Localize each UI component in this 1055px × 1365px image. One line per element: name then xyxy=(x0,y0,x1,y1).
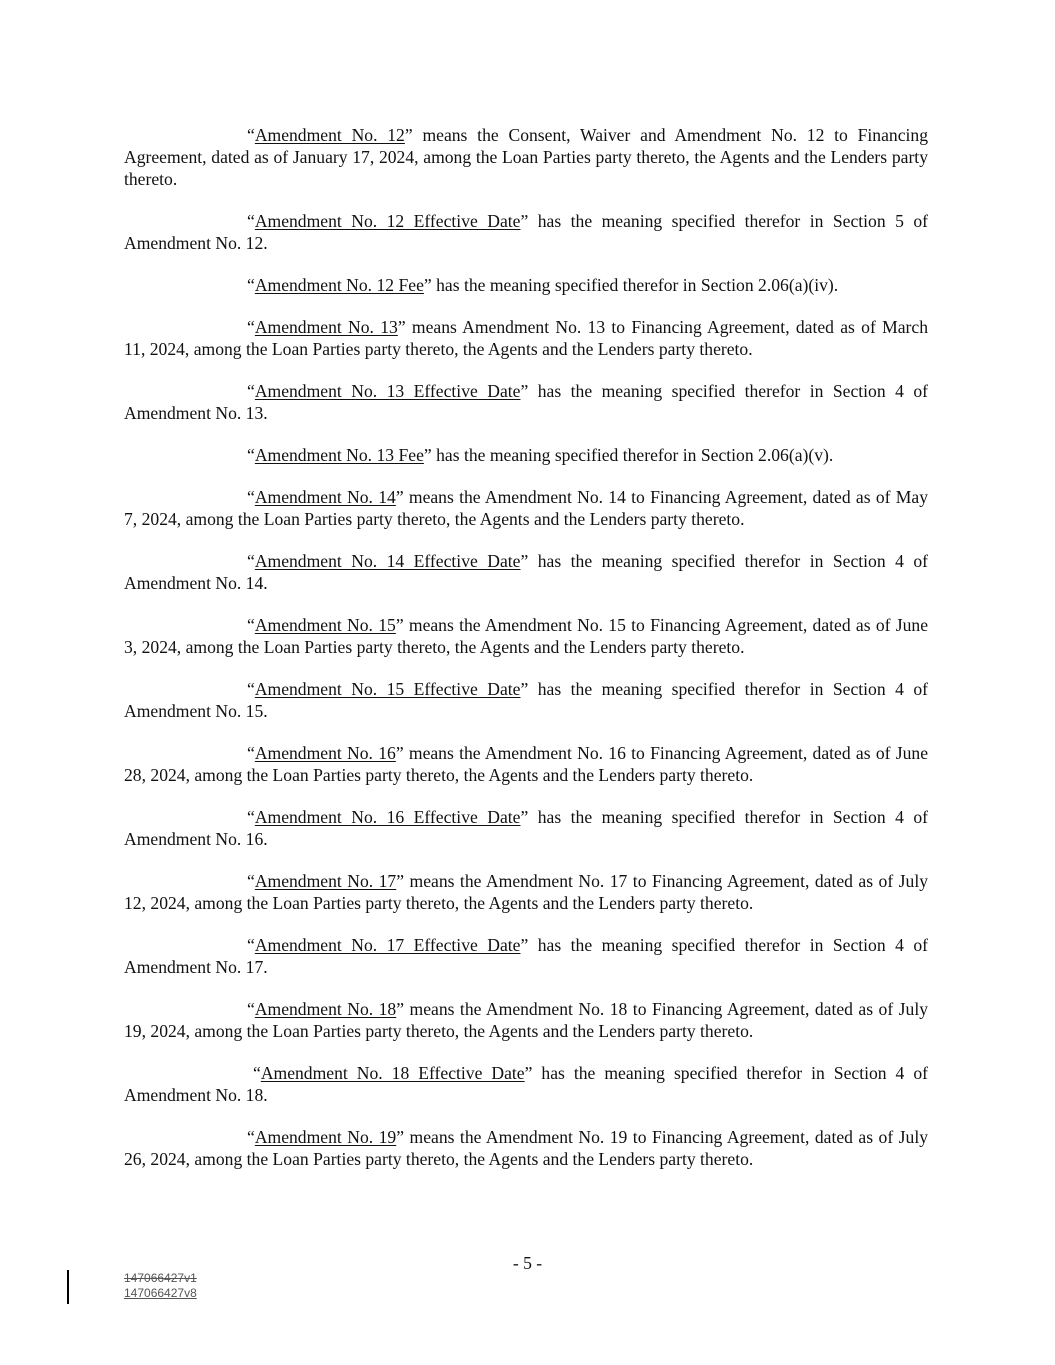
definition-paragraph xyxy=(124,316,928,360)
definition-paragraph xyxy=(124,806,928,850)
defined-term: Amendment No. 17 Effective Date xyxy=(254,935,521,955)
open-quote: “ xyxy=(247,211,255,231)
defined-term: Amendment No. 19 xyxy=(254,1127,397,1147)
definition-paragraph xyxy=(124,870,928,914)
definition-text: ” has the meaning specified therefor in Section 4 of Amendment No. 17. xyxy=(124,935,929,977)
definition-paragraph xyxy=(124,210,928,254)
open-quote: “ xyxy=(247,1127,255,1147)
defined-term: Amendment No. 15 xyxy=(254,615,396,635)
defined-term: Amendment No. 18 xyxy=(254,999,397,1019)
definition-text: ” means the Amendment No. 14 to Financing Agreement, dated as of May 7, 2024, among the Loan Parties party thereto, the Agents and the Lenders party thereto. xyxy=(124,487,929,529)
definition-paragraph xyxy=(124,444,928,466)
defined-term: Amendment No. 13 Fee xyxy=(254,445,424,465)
page-number: - 5 - xyxy=(512,1253,543,1273)
open-quote: “ xyxy=(247,551,255,571)
definition-text: ” means the Consent, Waiver and Amendment No. 12 to Financing Agreement, dated as of January 17, 2024, among the Loan Parties party thereto, the Agents and the Lenders party thereto. xyxy=(124,125,929,189)
definition-paragraph xyxy=(124,1126,928,1170)
definition-paragraph xyxy=(124,614,928,658)
definition-paragraph xyxy=(124,380,928,424)
definition-paragraph xyxy=(124,742,928,786)
defined-term: Amendment No. 16 xyxy=(254,743,396,763)
definition-paragraph xyxy=(124,274,928,296)
open-quote: “ xyxy=(247,999,255,1019)
definition-paragraph xyxy=(124,486,928,530)
open-quote: “ xyxy=(253,1063,261,1083)
revision-change-bar xyxy=(67,1270,69,1304)
definition-paragraph xyxy=(124,124,928,190)
definition-text: ” has the meaning specified therefor in Section 4 of Amendment No. 18. xyxy=(124,1063,929,1105)
open-quote: “ xyxy=(247,807,255,827)
open-quote: “ xyxy=(247,275,255,295)
open-quote: “ xyxy=(247,445,255,465)
definition-text: ” means the Amendment No. 19 to Financing Agreement, dated as of July 26, 2024, among the Loan Parties party thereto, the Agents and the Lenders party thereto. xyxy=(124,1127,929,1169)
definition-text: ” has the meaning specified therefor in Section 4 of Amendment No. 15. xyxy=(124,679,929,721)
document-id-block xyxy=(124,1271,197,1301)
definition-text: ” means the Amendment No. 17 to Financing Agreement, dated as of July 12, 2024, among the Loan Parties party thereto, the Agents and the Lenders party thereto. xyxy=(124,871,929,913)
definition-paragraph xyxy=(124,998,928,1042)
open-quote: “ xyxy=(247,743,255,763)
defined-term: Amendment No. 15 Effective Date xyxy=(254,679,521,699)
definition-paragraph xyxy=(124,934,928,978)
definition-text: ” has the meaning specified therefor in Section 4 of Amendment No. 14. xyxy=(124,551,929,593)
definition-text: ” means the Amendment No. 16 to Financing Agreement, dated as of June 28, 2024, among the Loan Parties party thereto, the Agents and the Lenders party thereto. xyxy=(124,743,929,785)
open-quote: “ xyxy=(247,317,255,337)
open-quote: “ xyxy=(247,935,255,955)
defined-term: Amendment No. 12 Effective Date xyxy=(254,211,521,231)
defined-term: Amendment No. 18 Effective Date xyxy=(260,1063,525,1083)
definition-text: ” means the Amendment No. 15 to Financing Agreement, dated as of June 3, 2024, among the Loan Parties party thereto, the Agents and the Lenders party thereto. xyxy=(124,615,929,657)
defined-term: Amendment No. 17 xyxy=(254,871,397,891)
open-quote: “ xyxy=(247,381,255,401)
defined-term: Amendment No. 13 xyxy=(254,317,398,337)
definition-text: ” has the meaning specified therefor in Section 2.06(a)(v). xyxy=(423,445,834,465)
definition-text: ” has the meaning specified therefor in Section 5 of Amendment No. 12. xyxy=(124,211,929,253)
definition-paragraph xyxy=(124,1062,928,1106)
open-quote: “ xyxy=(247,125,255,145)
definition-paragraph xyxy=(124,550,928,594)
defined-term: Amendment No. 12 Fee xyxy=(254,275,424,295)
open-quote: “ xyxy=(247,487,255,507)
definition-text: ” means the Amendment No. 18 to Financing Agreement, dated as of July 19, 2024, among the Loan Parties party thereto, the Agents and the Lenders party thereto. xyxy=(124,999,929,1041)
open-quote: “ xyxy=(247,679,255,699)
definitions-list xyxy=(124,124,928,1190)
definition-text: ” has the meaning specified therefor in Section 2.06(a)(iv). xyxy=(423,275,839,295)
open-quote: “ xyxy=(247,871,255,891)
definition-text: ” has the meaning specified therefor in Section 4 of Amendment No. 13. xyxy=(124,381,929,423)
defined-term: Amendment No. 14 Effective Date xyxy=(254,551,521,571)
definition-text: ” has the meaning specified therefor in Section 4 of Amendment No. 16. xyxy=(124,807,929,849)
deleted-document-id: 147066427v1 xyxy=(124,1271,197,1285)
definition-paragraph xyxy=(124,678,928,722)
inserted-document-id: 147066427v8 xyxy=(124,1286,197,1300)
defined-term: Amendment No. 13 Effective Date xyxy=(254,381,521,401)
definition-text: ” means Amendment No. 13 to Financing Agreement, dated as of March 11, 2024, among the Loan Parties party thereto, the Agents and the Lenders party thereto. xyxy=(124,317,928,359)
open-quote: “ xyxy=(247,615,255,635)
defined-term: Amendment No. 14 xyxy=(254,487,396,507)
defined-term: Amendment No. 16 Effective Date xyxy=(254,807,521,827)
defined-term: Amendment No. 12 xyxy=(254,125,405,145)
